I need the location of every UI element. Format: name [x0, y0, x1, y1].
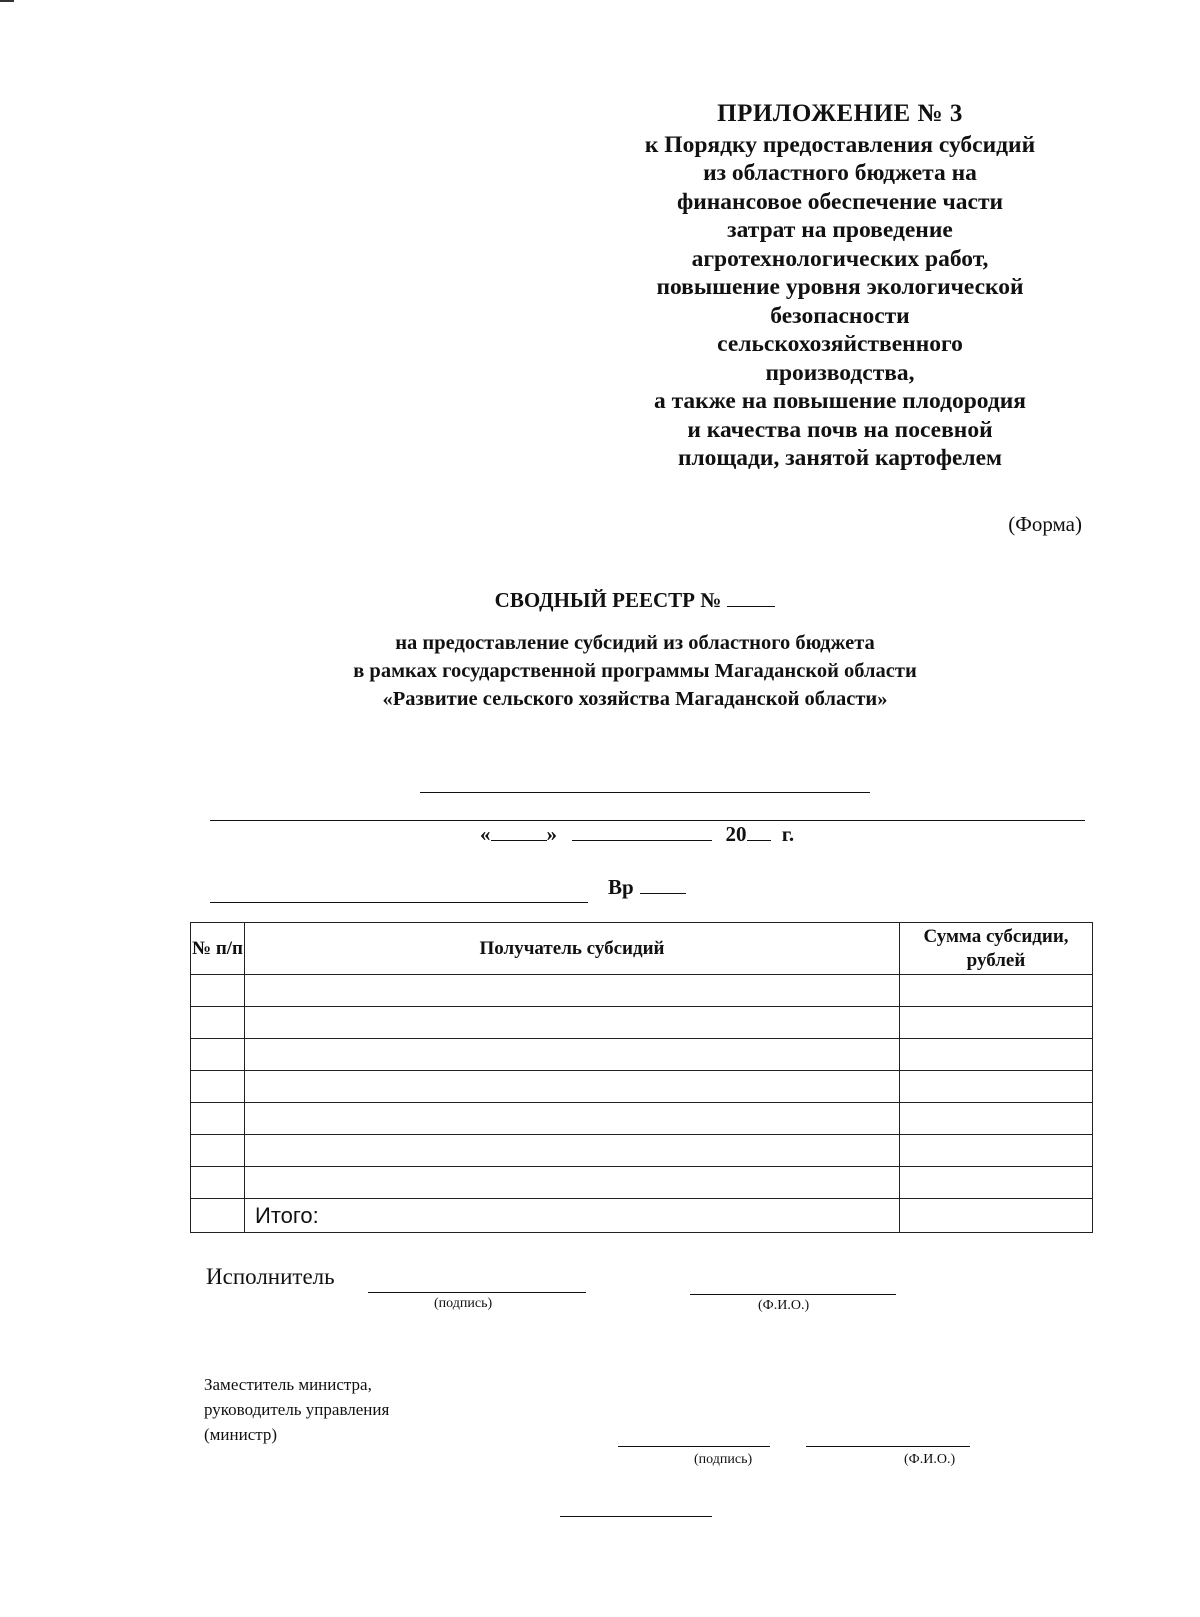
- cell-number[interactable]: [191, 1167, 245, 1199]
- cell-amount[interactable]: [900, 975, 1093, 1007]
- year-blank[interactable]: [747, 822, 771, 841]
- appendix-line: финансовое обеспечение части: [676, 188, 1004, 215]
- appendix-line: и качества почв на посевной: [687, 416, 993, 443]
- cell-amount[interactable]: [900, 1103, 1093, 1135]
- closing-separator: [560, 1516, 712, 1517]
- registry-heading-text: СВОДНЫЙ РЕЕСТР №: [494, 588, 722, 612]
- cell-number[interactable]: [191, 1071, 245, 1103]
- table-row: [191, 975, 1093, 1007]
- form-label: (Форма): [1008, 512, 1082, 536]
- deputy-name-line[interactable]: [806, 1446, 970, 1447]
- cell-recipient[interactable]: [245, 1135, 900, 1167]
- blank-line-short[interactable]: [420, 792, 870, 793]
- month-blank[interactable]: [572, 822, 712, 841]
- deputy-name-caption: (Ф.И.О.): [904, 1452, 956, 1467]
- cell-recipient[interactable]: [245, 1039, 900, 1071]
- executor-label: Исполнитель: [206, 1264, 335, 1289]
- registry-heading: [0, 588, 1200, 613]
- vr-label: Вр: [608, 875, 634, 899]
- appendix-line: к Порядку предоставления субсидий: [644, 131, 1036, 158]
- header-recipient: Получатель субсидий: [245, 923, 900, 975]
- table-row: [191, 1135, 1093, 1167]
- appendix-title: ПРИЛОЖЕНИЕ № 3: [717, 100, 963, 127]
- appendix-line: агротехнологических работ,: [691, 245, 989, 272]
- table-total-row: [191, 1199, 1093, 1233]
- cell-recipient[interactable]: [245, 1007, 900, 1039]
- date-close-quote: »: [546, 822, 557, 846]
- subtitle-line: в рамках государственной программы Магаданской области: [353, 660, 917, 682]
- vr-blank[interactable]: [640, 875, 686, 894]
- table-row: [191, 1167, 1093, 1199]
- day-blank[interactable]: [491, 822, 547, 841]
- year-suffix: г.: [781, 822, 795, 846]
- table-row: [191, 1071, 1093, 1103]
- table-header-row: [191, 923, 1093, 975]
- cell-number[interactable]: [191, 1039, 245, 1071]
- cell-amount[interactable]: [900, 1007, 1093, 1039]
- blank-line-long[interactable]: [210, 820, 1085, 821]
- deputy-label-line: (министр): [204, 1425, 278, 1444]
- table-row: [191, 1007, 1093, 1039]
- registry-number-blank[interactable]: [727, 605, 775, 607]
- appendix-line: безопасности: [770, 302, 910, 329]
- subtitle-line: на предоставление субсидий из областного бюджета: [395, 632, 875, 654]
- appendix-line: затрат на проведение: [727, 217, 953, 243]
- cell-number[interactable]: [191, 1103, 245, 1135]
- executor-signature-line[interactable]: [368, 1292, 586, 1293]
- appendix-header: [600, 100, 1080, 473]
- deputy-signature-caption: (подпись): [694, 1452, 753, 1467]
- total-label: Итого:: [245, 1199, 900, 1233]
- cell-recipient[interactable]: [245, 975, 900, 1007]
- vr-field: [608, 875, 686, 900]
- appendix-line: производства,: [765, 359, 915, 386]
- cell-recipient[interactable]: [245, 1071, 900, 1103]
- executor-name-caption: (Ф.И.О.): [758, 1298, 810, 1313]
- appendix-line: из областного бюджета на: [703, 160, 977, 186]
- date-line: [480, 822, 794, 847]
- appendix-line: сельскохозяйственного: [717, 331, 963, 357]
- deputy-label: [204, 1372, 389, 1447]
- cell-recipient[interactable]: [245, 1103, 900, 1135]
- vr-preceding-blank[interactable]: [210, 902, 588, 903]
- cell-amount[interactable]: [900, 1167, 1093, 1199]
- scan-edge-mark: [0, 0, 14, 2]
- header-number: № п/п: [191, 923, 245, 975]
- year-prefix: 20: [725, 822, 747, 846]
- header-amount: Сумма субсидии, рублей: [900, 923, 1093, 975]
- registry-table: [190, 922, 1093, 1233]
- registry-subtitle: [0, 629, 1200, 713]
- table-row: [191, 1103, 1093, 1135]
- cell-amount[interactable]: [900, 1039, 1093, 1071]
- date-open-quote: «: [480, 822, 491, 846]
- appendix-line: повышение уровня экологической: [656, 274, 1024, 300]
- total-number-cell: [191, 1199, 245, 1233]
- cell-amount[interactable]: [900, 1135, 1093, 1167]
- appendix-line: площади, занятой картофелем: [677, 445, 1003, 471]
- appendix-line: а также на повышение плодородия: [653, 388, 1027, 414]
- cell-number[interactable]: [191, 1135, 245, 1167]
- cell-number[interactable]: [191, 975, 245, 1007]
- deputy-signature-line[interactable]: [618, 1446, 770, 1447]
- executor-name-line[interactable]: [690, 1294, 896, 1295]
- cell-amount[interactable]: [900, 1071, 1093, 1103]
- table-row: [191, 1039, 1093, 1071]
- subtitle-line: «Развитие сельского хозяйства Магаданской области»: [382, 688, 888, 710]
- deputy-label-line: Заместитель министра,: [204, 1375, 372, 1394]
- deputy-label-line: руководитель управления: [204, 1400, 390, 1419]
- total-amount-cell[interactable]: [900, 1199, 1093, 1233]
- executor-signature-caption: (подпись): [434, 1296, 493, 1311]
- cell-number[interactable]: [191, 1007, 245, 1039]
- cell-recipient[interactable]: [245, 1167, 900, 1199]
